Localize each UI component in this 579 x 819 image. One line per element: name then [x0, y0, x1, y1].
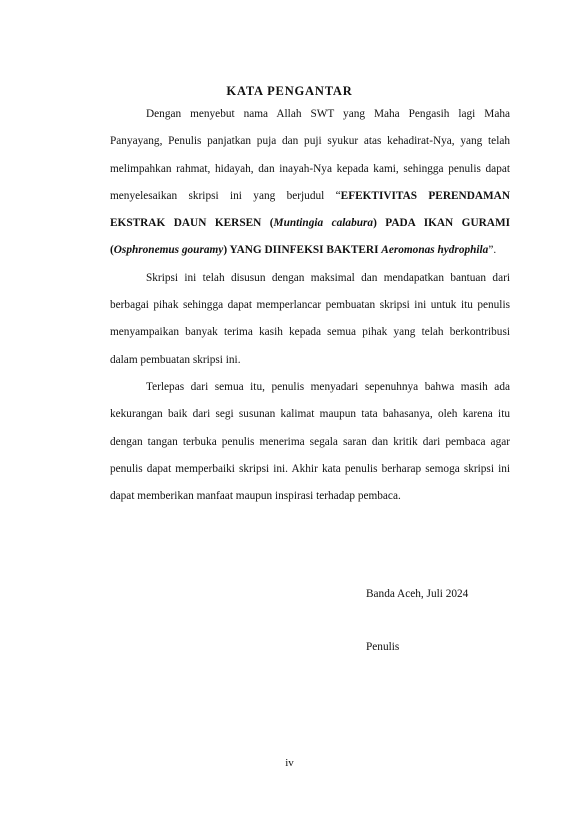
page-title: KATA PENGANTAR — [226, 84, 353, 98]
paragraph-3: Terlepas dari semua itu, penulis menyadari sepenuhnya bahwa masih ada kekurangan baik dari segi susunan kalimat maupun tata bahasanya, oleh karena itu dengan tangan terbuka penulis menerima segala saran dan kritik dari pembaca agar penulis dapat memperbaiki skripsi ini. Akhir kata penulis berharap semoga skripsi ini dapat memberikan manfaat maupun inspirasi terhadap pembaca. — [110, 380, 510, 503]
signature-place-date: Banda Aceh, Juli 2024 — [366, 588, 469, 600]
paragraph-1-intro: Dengan menyebut nama Allah SWT yang Maha Pengasih lagi Maha Panyayang, Penulis panjatkan puja dan puji syukur atas kehadirat-Nya, yang telah melimpahkan rahmat, hidayah, dan inayah-Nya kepada kami, sehingga penulis dapat menyelesaikan skripsi ini yang berjudul “ — [110, 108, 510, 202]
species-name-1: Muntingia calabura — [273, 217, 374, 230]
thesis-title-part-3: ) YANG DIINFEKSI BAKTERI — [223, 244, 382, 257]
signature-author: Penulis — [366, 641, 400, 653]
body-text — [110, 101, 510, 510]
species-name-2: Osphronemus gouramy — [113, 244, 224, 257]
thesis-title-part-1: EFEKTIVITAS PERENDAMAN EKSTRAK DAUN KERSEN ( — [110, 189, 510, 230]
paragraph-2: Skripsi ini telah disusun dengan maksimal dan mendapatkan bantuan dari berbagai pihak sehingga dapat memperlancar pembuatan skripsi ini untuk itu penulis menyampaikan banyak terima kasih kepada semua pihak yang telah berkontribusi dalam pembuatan skripsi ini. — [110, 271, 510, 366]
paragraph-1-end: ”. — [488, 244, 497, 257]
thesis-title-part-2: ) PADA IKAN GURAMI ( — [110, 217, 510, 257]
page-number: iv — [285, 757, 294, 769]
paragraph-1 — [110, 101, 510, 265]
species-name-3: Aeromonas hydrophila — [381, 244, 489, 257]
